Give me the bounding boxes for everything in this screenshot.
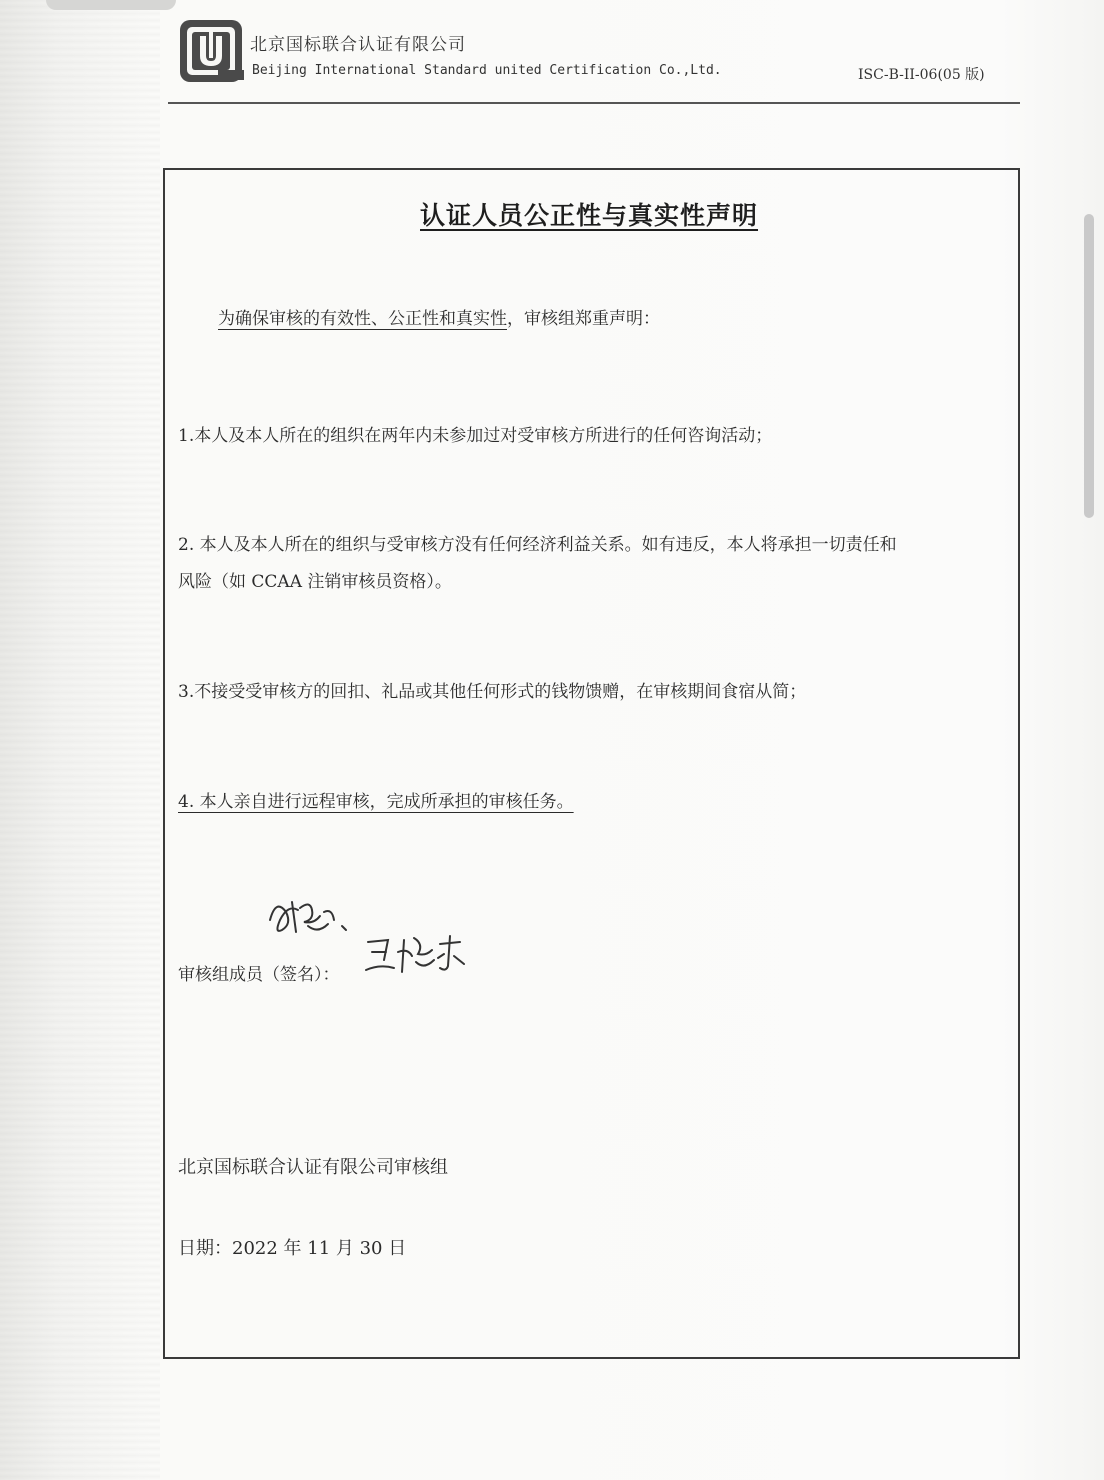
scrollbar-thumb[interactable] — [1084, 214, 1094, 518]
organization-name: 北京国标联合认证有限公司审核组 — [178, 1157, 448, 1178]
item-2-line-2: 风险（如 CCAA 注销审核员资格）。 — [178, 572, 452, 592]
item-2-line-1: 2. 本人及本人所在的组织与受审核方没有任何经济利益关系。如有违反，本人将承担一切责任和 — [178, 535, 897, 555]
date-value: 2022 年 11 月 30 日 — [232, 1238, 407, 1259]
company-name-en: Beijing International Standard united Certification Co.,Ltd. — [252, 63, 722, 78]
item-3: 3.不接受受审核方的回扣、礼品或其他任何形式的钱物馈赠，在审核期间食宿从简； — [178, 682, 807, 702]
declaration-frame — [163, 168, 1020, 1359]
company-name-cn: 北京国标联合认证有限公司 — [250, 35, 466, 55]
company-logo-icon — [178, 18, 244, 84]
item-1: 1.本人及本人所在的组织在两年内未参加过对受审核方所进行的任何咨询活动； — [178, 426, 773, 446]
intro-rest: ，审核组郑重声明： — [507, 309, 660, 329]
date-label: 日期： — [178, 1238, 232, 1259]
item-4: 4. 本人亲自进行远程审核，完成所承担的审核任务。 — [178, 792, 574, 812]
handwritten-signature-1 — [262, 890, 352, 946]
intro-underlined: 为确保审核的有效性、公正性和真实性 — [218, 309, 507, 329]
header-divider — [168, 102, 1020, 104]
top-tab — [46, 0, 176, 10]
scan-shadow — [0, 0, 160, 1480]
date-line — [178, 1234, 406, 1260]
document-title: 认证人员公正性与真实性声明 — [420, 201, 759, 230]
signature-label: 审核组成员（签名）： — [178, 965, 340, 985]
document-code: ISC-B-II-06(05 版) — [858, 67, 985, 83]
scrollbar-track[interactable] — [1082, 0, 1104, 1480]
handwritten-signature-2 — [364, 930, 468, 980]
intro-paragraph — [218, 304, 660, 329]
